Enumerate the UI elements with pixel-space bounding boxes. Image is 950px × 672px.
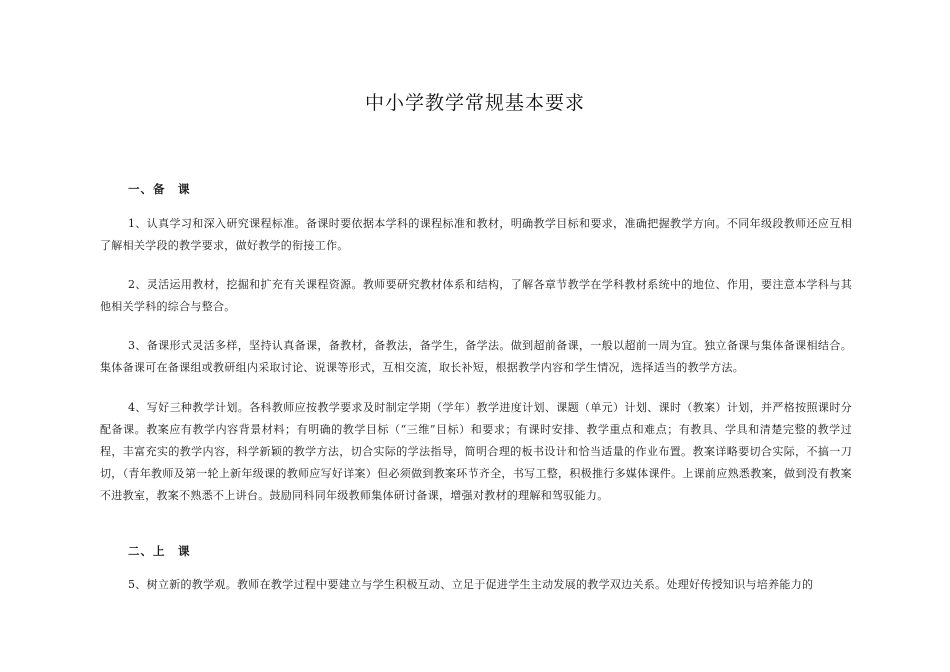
paragraph-2: 2、灵活运用教材，挖掘和扩充有关课程资源。教师要研究教材体系和结构，了解各章节教学在学科教材系统中的地位、作用，要注意本学科与其他相关学科的综合与整合。 — [100, 278, 852, 313]
section-heading-teaching: 二、上 课 — [128, 544, 191, 558]
document-title: 中小学教学常规基本要求 — [364, 92, 585, 114]
paragraph-3: 3、备课形式灵活多样，坚持认真备课，备教材，备教法，备学生，备学法。做到超前备课，一般以超前一周为宜。独立备课与集体备课相结合。集体备课可在备课组或教研组内采取讨论、说课等形式，互相交流，取长补短，根据教学内容和学生情况，选择适当的教学方法。 — [100, 339, 852, 374]
paragraph-1: 1、认真学习和深入研究课程标准。备课时要依据本学科的课程标准和教材，明确教学目标和要求，准确把握教学方向。不同年级段教师还应互相了解相关学段的教学要求，做好教学的衔接工作。 — [100, 217, 852, 252]
section-heading-preparation: 一、备 课 — [128, 182, 191, 196]
paragraph-5: 5、树立新的教学观。教师在教学过程中要建立与学生积极互动、立足于促进学生主动发展的教学双边关系。处理好传授知识与培养能力的 — [128, 578, 814, 591]
paragraph-4: 4、写好三种教学计划。各科教师应按教学要求及时制定学期（学年）教学进度计划、课题（单元）计划、课时（教案）计划，并严格按照课时分配备课。教案应有教学内容背景材料；有明确的教学目标（“三维”目标）和要求；有课时安排、教学重点和难点；有教具、学具和清楚完整的教学过程，丰富充实的教学内容，科学新颖的教学方法，切合实际的学法指导，简明合理的板书设计和恰当适量的作业布置。教案详略要切合实际，不搞一刀切，（青年教师及第一轮上新年级课的教师应写好详案）但必须做到教案环节齐全，书写工整，积极推行多媒体课件。上课前应熟悉教案，做到没有教案不进教室，教案不熟悉不上讲台。鼓励同科同年级教师集体研讨备课，增强对教材的理解和驾驭能力。 — [100, 401, 852, 502]
